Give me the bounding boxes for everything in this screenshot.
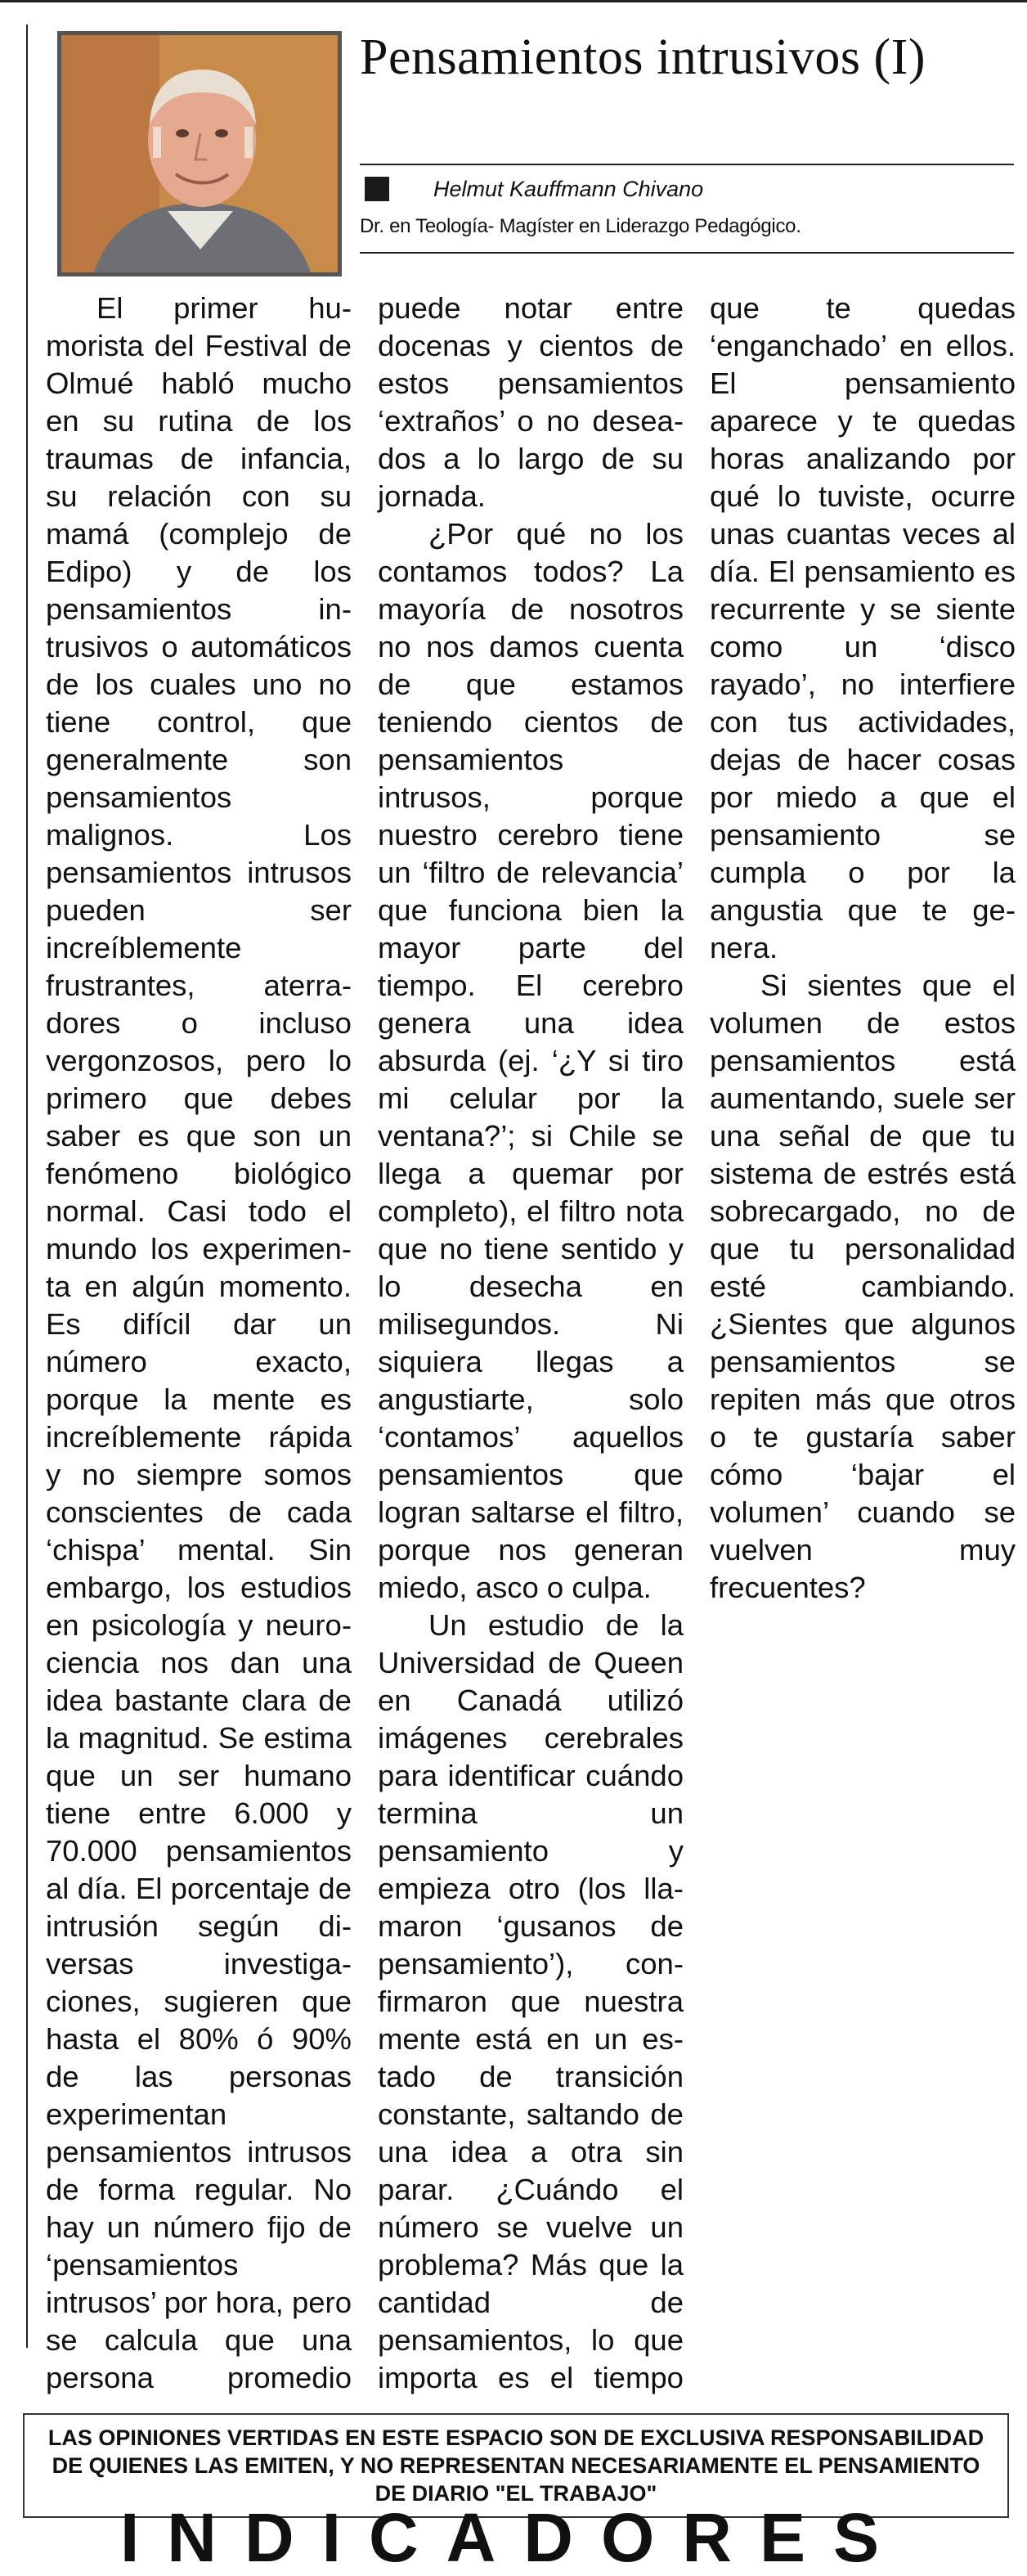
article-body (46, 290, 1016, 2398)
article-paragraph: Un estudio de la Universidad de Queen en Canadá utilizó imágenes cerebrales para identificar cuándo termina un pensamiento y empieza otro (los llamaron ‘gusanos de pensamiento’), confirmaron que nuestra mente está en un estado de transición constante, saltando de una idea a otra sin parar. ¿Cuándo el número se vuelve un problema? Más que la cantidad de pensamientos, lo que importa es el tiempo que te quedas ‘enganchado’ en ellos. El pensamiento aparece y te quedas horas analizando por qué lo tuviste, ocurre unas cuantas veces al día. El pensamiento es recurrente y se siente como un ‘disco rayado’, no interfiere con tus actividades, dejas de hacer cosas por miedo a que el pensamiento se cumpla o por la angustia que te genera. (378, 291, 1016, 2394)
article-paragraph: Si sientes que el volumen de estos pensamientos está aumentando, suele ser una señal de que tu sistema de estrés está sobrecargado, no de que tu personalidad esté cambiando. ¿Sientes que algunos pensamientos se repiten más que otros o te gustaría saber cómo ‘bajar el volumen’ cuando se vuelven muy frecuentes? (710, 969, 1016, 1604)
byline-bottom-rule (360, 252, 1014, 254)
author-credentials: Dr. en Teología- Magíster en Liderazgo Pedagógico. (360, 215, 801, 237)
left-column-rule (26, 25, 28, 2348)
article-title: Pensamientos intrusivos (I) (360, 29, 926, 85)
disclaimer-text: LAS OPINIONES VERTIDAS EN ESTE ESPACIO SON DE EXCLUSIVA RESPONSABILIDAD DE QUIENES LAS EMITEN, Y NO REPRESENTAN NECESARIAMENTE EL PENSAMIENTO DE DIARIO "EL TRABAJO" (47, 2425, 984, 2506)
byline-top-rule (360, 164, 1014, 165)
author-photo (57, 31, 342, 276)
article-paragraph: ¿Por qué no los contamos todos? La mayoría de nosotros no nos damos cuenta de que estamos teniendo cientos de pensamientos intrusos, porque nuestro cerebro tiene un ‘filtro de relevancia’ que funciona bien la mayor parte del tiempo. El cerebro genera una idea absurda (ej. ‘¿Y si tiro mi celular por la ventana?’; si Chile se llega a quemar por completo), el filtro nota que no tiene sentido y lo desecha en milisegundos. Ni siquiera llegas a angustiarte, solo ‘contamos’ aquellos pensamientos que logran saltarse el filtro, porque nos generan miedo, asco o culpa. (378, 517, 684, 1604)
author-name: Helmut Kauffmann Chivano (433, 177, 704, 201)
byline-square-icon (365, 177, 389, 201)
top-rule (0, 0, 1027, 2)
author-portrait-image (61, 35, 338, 272)
next-section-heading: INDICADORES (119, 2499, 908, 2576)
article-paragraph: El primer humorista del Festival de Olmué habló mucho en su rutina de los traumas de infancia, su relación con su mamá (complejo de Edipo) y de los pensamientos intrusivos o automáticos de los cuales uno no tiene control, que generalmente son pensamientos malignos. Los pensamientos intrusos pueden ser increíblemente frustrantes, aterradores o incluso vergonzosos, pero lo primero que debes saber es que son un fenómeno biológico normal. Casi todo el mundo los experimenta en algún momento. Es difícil dar un número exacto, porque la mente es increíblemente rápida y no siempre somos conscientes de cada ‘chispa’ mental. Sin embargo, los estudios en psicología y neurociencia nos dan una idea bastante clara de la magnitud. Se estima que un ser humano tiene entre 6.000 y 70.000 pensamientos al día. El porcentaje de intrusión según diversas investigaciones, sugieren que hasta el 80% ó 90% de las personas experimentan pensamientos intrusos de forma regular. No hay un número fijo de ‘pensamientos intrusos’ por hora, pero se calcula que una persona promedio puede notar entre docenas y cientos de estos pensamientos ‘extraños’ o no deseados a lo largo de su jornada. (46, 291, 684, 2394)
